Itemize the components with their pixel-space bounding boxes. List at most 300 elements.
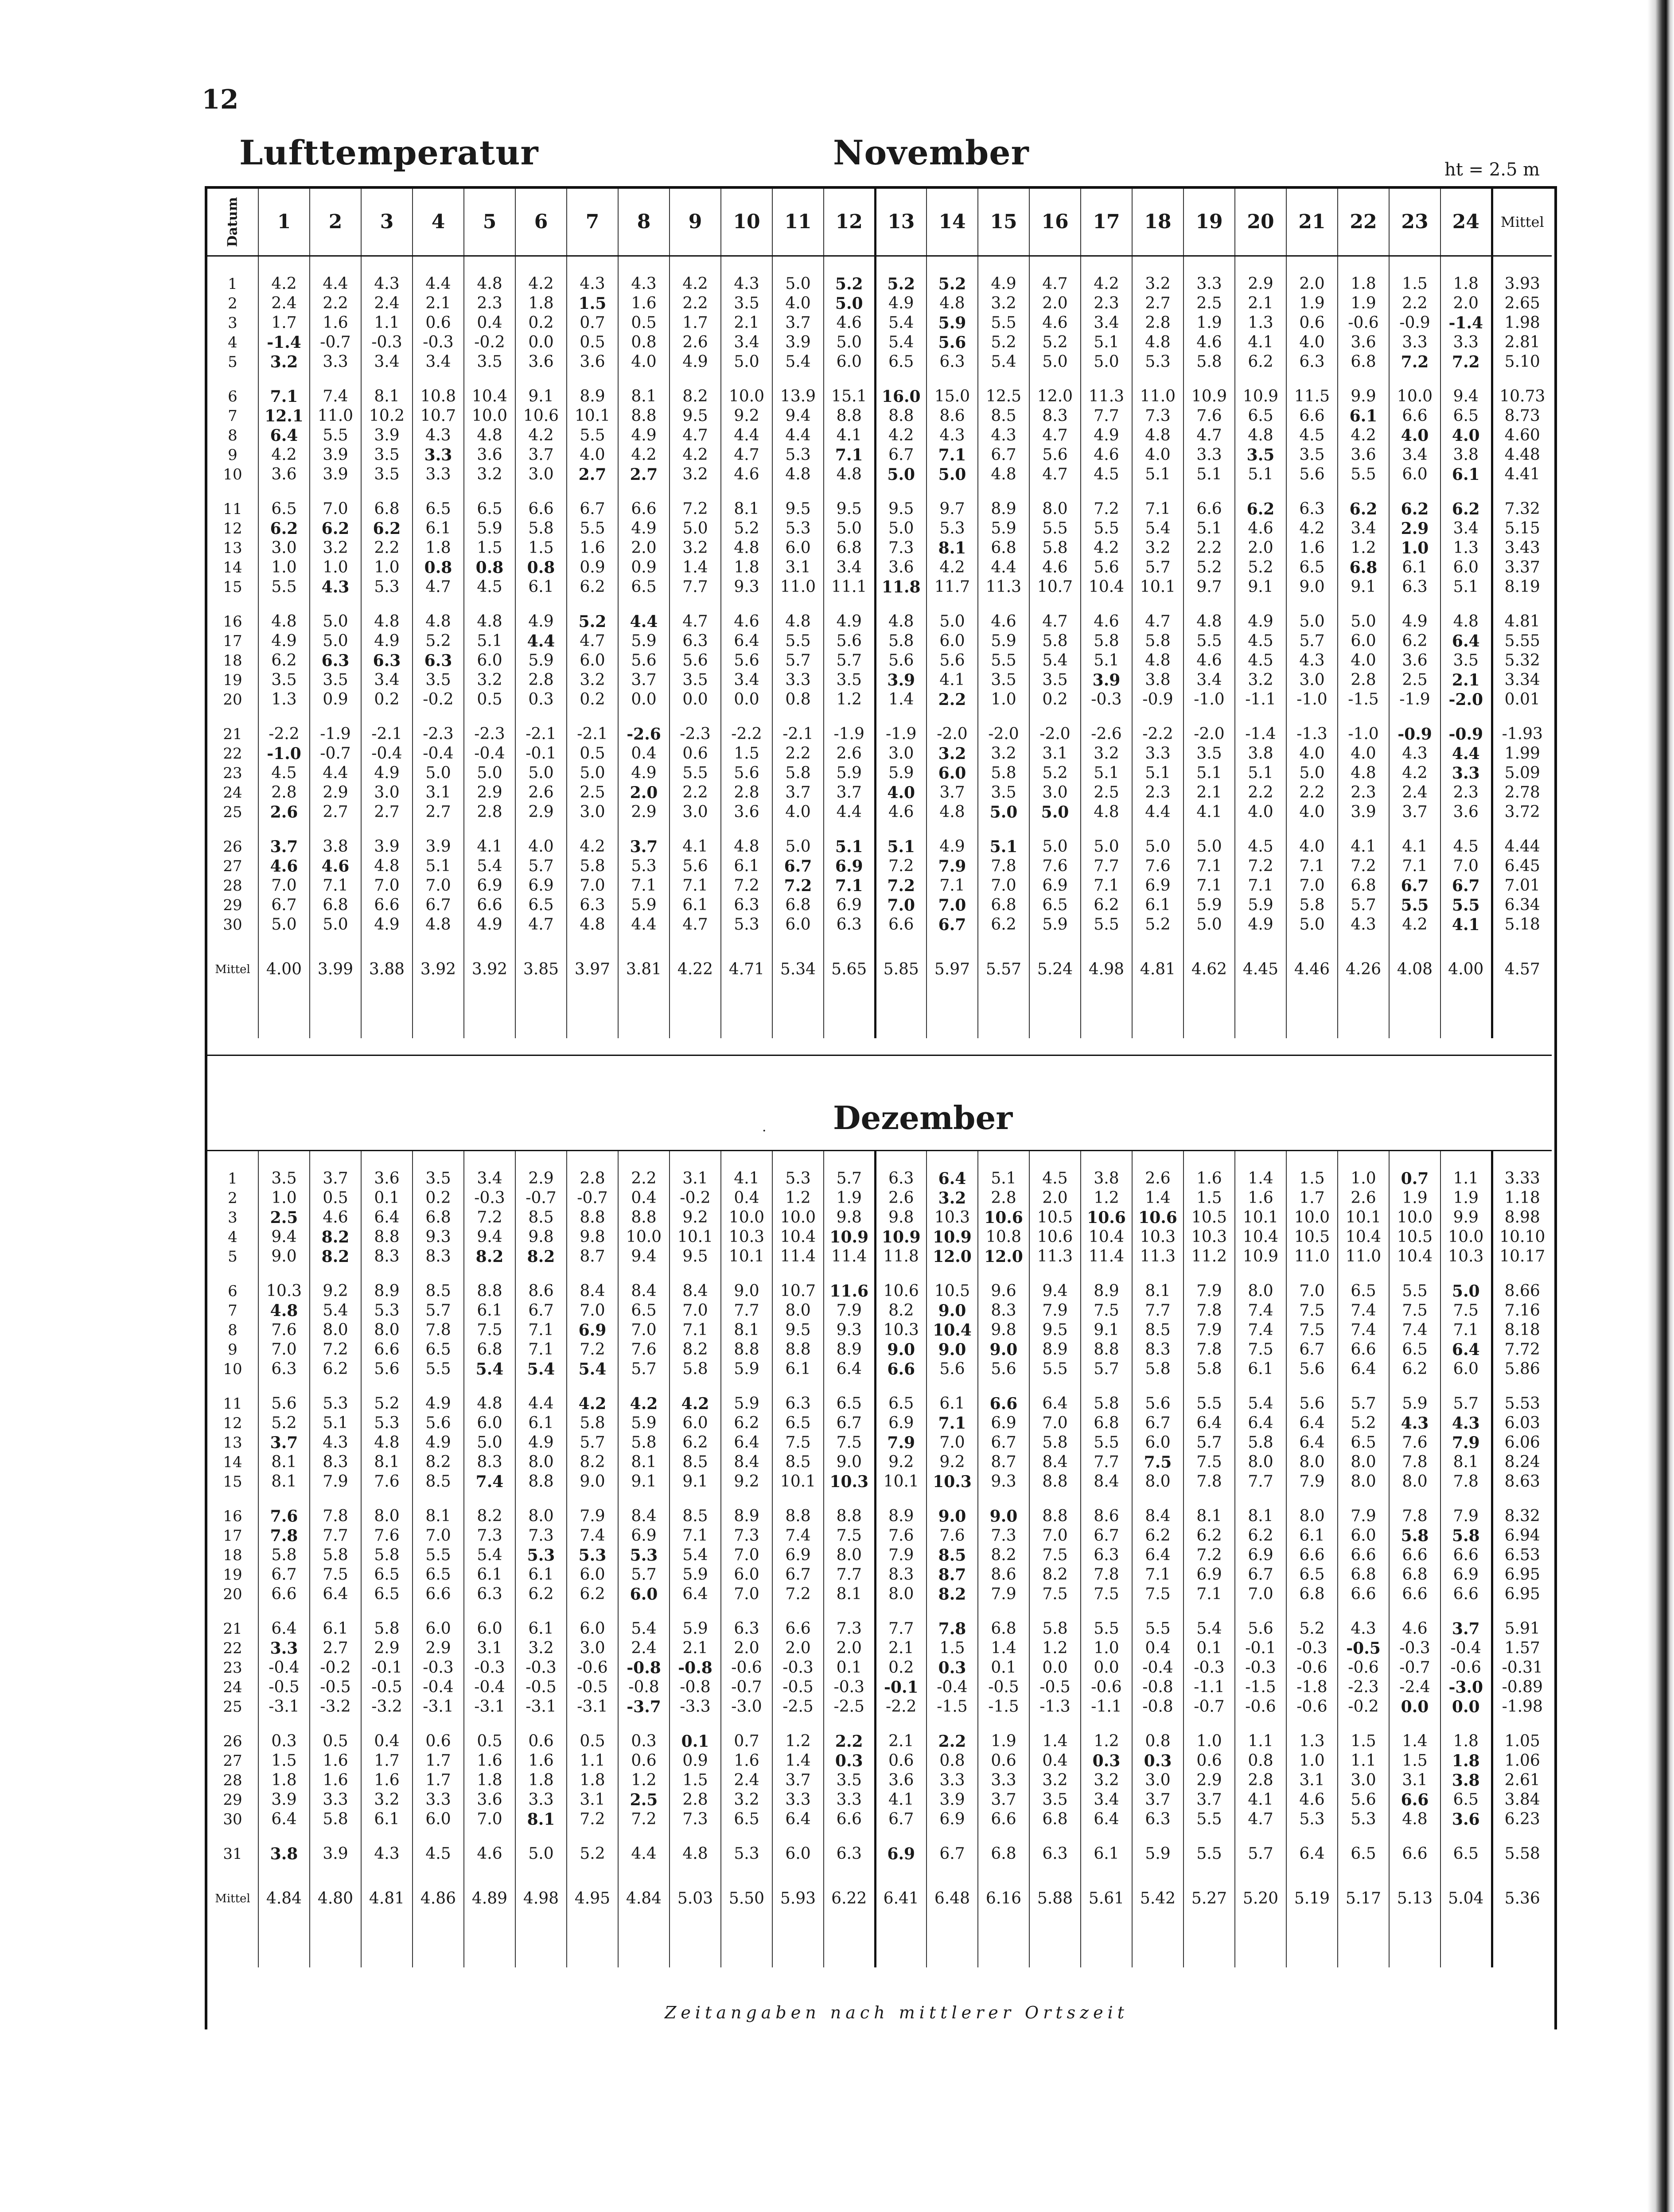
temp-cell: 3.3 — [927, 1771, 978, 1790]
temp-cell: 4.7 — [1183, 426, 1235, 445]
temp-cell: 3.6 — [464, 445, 515, 465]
temp-cell: 0.4 — [464, 313, 515, 333]
temp-cell: 7.4 — [1338, 1301, 1389, 1320]
table-row — [207, 631, 1552, 651]
temp-cell: 3.4 — [361, 352, 413, 372]
temp-cell: 1.9 — [824, 1188, 875, 1208]
spacer-row — [207, 1492, 1552, 1507]
temp-cell: 3.0 — [670, 802, 721, 822]
temp-cell: 9.4 — [464, 1227, 515, 1247]
temp-cell: 7.0 — [413, 876, 464, 896]
temp-cell: 4.2 — [927, 558, 978, 577]
daily-mean-cell: 5.10 — [1492, 352, 1552, 372]
temp-cell: 5.6 — [1286, 465, 1338, 484]
temp-cell: 2.9 — [413, 1639, 464, 1658]
book-spine-shadow — [1647, 0, 1674, 2212]
temp-cell: 5.8 — [978, 763, 1029, 783]
temp-cell: 4.0 — [515, 837, 567, 857]
temp-cell: -3.1 — [413, 1697, 464, 1717]
hour-header: 24 — [1440, 189, 1492, 256]
table-row — [207, 1188, 1552, 1208]
temp-cell: 8.2 — [567, 1453, 618, 1472]
temp-cell: 6.6 — [1338, 1585, 1389, 1604]
temp-cell: 5.6 — [927, 1359, 978, 1379]
temp-cell: 4.5 — [1029, 1169, 1081, 1188]
temp-cell: 1.1 — [567, 1751, 618, 1771]
temp-cell: 3.7 — [618, 837, 670, 857]
temp-cell: 3.5 — [1440, 651, 1492, 670]
day-cell: 25 — [223, 1698, 242, 1716]
temp-cell: -0.6 — [1235, 1697, 1286, 1717]
temp-cell: 0.5 — [618, 313, 670, 333]
temp-cell: 4.1 — [1338, 837, 1389, 857]
temp-cell: -0.3 — [1183, 1658, 1235, 1678]
temp-cell: -0.5 — [361, 1678, 413, 1697]
temp-cell: 0.7 — [721, 1732, 772, 1751]
temp-cell: 5.4 — [1132, 519, 1183, 538]
temp-cell: 4.7 — [1029, 465, 1081, 484]
temp-cell: 7.9 — [1440, 1507, 1492, 1526]
temp-cell: 5.9 — [721, 1394, 772, 1414]
temp-cell: 5.2 — [721, 519, 772, 538]
temp-cell: 7.4 — [1235, 1320, 1286, 1340]
temp-cell: 2.2 — [927, 690, 978, 709]
temp-cell: 9.0 — [567, 1472, 618, 1492]
temp-cell: 6.8 — [1081, 1414, 1132, 1433]
hourly-mean-cell: 3.92 — [413, 950, 464, 989]
temp-cell: 10.9 — [824, 1227, 875, 1247]
temp-cell: 5.9 — [721, 1359, 772, 1379]
temp-cell: 4.7 — [1029, 426, 1081, 445]
temp-cell: 2.0 — [772, 1639, 824, 1658]
temp-cell: 8.4 — [1029, 1453, 1081, 1472]
temp-cell: 7.7 — [875, 1619, 927, 1639]
temp-cell: 5.4 — [1183, 1619, 1235, 1639]
temp-cell: 10.5 — [1286, 1227, 1338, 1247]
temp-cell: 4.4 — [1132, 802, 1183, 822]
temp-cell: 5.2 — [1183, 558, 1235, 577]
temp-cell: 3.8 — [1440, 1771, 1492, 1790]
temp-cell: 0.0 — [1440, 1697, 1492, 1717]
temp-cell: 4.9 — [978, 274, 1029, 294]
temp-cell: 6.6 — [1389, 406, 1440, 426]
temp-cell: 4.0 — [1286, 802, 1338, 822]
table-row — [207, 837, 1552, 857]
temp-cell: 8.9 — [875, 1507, 927, 1526]
temp-cell: 10.3 — [721, 1227, 772, 1247]
table-row — [207, 1639, 1552, 1658]
temp-cell: 4.5 — [464, 577, 515, 597]
temp-cell: 4.3 — [1338, 1619, 1389, 1639]
temp-cell: 3.7 — [927, 783, 978, 802]
temp-cell: 3.4 — [1440, 519, 1492, 538]
table-row — [207, 1227, 1552, 1247]
temp-cell: 6.7 — [927, 915, 978, 935]
temp-cell: 5.1 — [1235, 763, 1286, 783]
temp-cell: 1.6 — [464, 1751, 515, 1771]
temp-cell: 8.9 — [1029, 1340, 1081, 1359]
temp-cell: 6.0 — [618, 1585, 670, 1604]
temp-cell: 4.9 — [361, 631, 413, 651]
temp-cell: 5.6 — [258, 1394, 310, 1414]
table-row — [207, 1771, 1552, 1790]
temp-cell: 9.2 — [721, 406, 772, 426]
temp-cell: 6.5 — [413, 1340, 464, 1359]
temp-cell: 6.0 — [721, 1565, 772, 1585]
temp-cell: -0.7 — [310, 744, 361, 763]
temp-cell: 7.1 — [1389, 857, 1440, 876]
temp-cell: 4.0 — [875, 783, 927, 802]
day-cell: 13 — [223, 539, 242, 557]
temp-cell: 4.3 — [1389, 744, 1440, 763]
temp-cell: 7.4 — [310, 387, 361, 406]
temp-cell: 4.3 — [927, 426, 978, 445]
daily-mean-cell: 4.41 — [1492, 465, 1552, 484]
temp-cell: 5.5 — [413, 1546, 464, 1565]
temp-cell: 6.8 — [1338, 1565, 1389, 1585]
temp-cell: 9.1 — [515, 387, 567, 406]
temp-cell: 3.9 — [1081, 670, 1132, 690]
temp-cell: 1.5 — [1183, 1188, 1235, 1208]
temp-cell: 7.7 — [1081, 857, 1132, 876]
temp-cell: 4.8 — [875, 612, 927, 631]
temp-cell: 8.0 — [1338, 1472, 1389, 1492]
temp-cell: 4.1 — [875, 1790, 927, 1810]
temp-cell: 5.9 — [875, 763, 927, 783]
temp-cell: 9.2 — [721, 1472, 772, 1492]
temp-cell: 0.1 — [978, 1658, 1029, 1678]
temp-cell: 2.0 — [618, 783, 670, 802]
table-row — [207, 426, 1552, 445]
temp-cell: 10.1 — [875, 1472, 927, 1492]
temp-cell: 10.0 — [1440, 1227, 1492, 1247]
temp-cell: 7.6 — [927, 1526, 978, 1546]
temp-cell: 4.9 — [515, 612, 567, 631]
hourly-mean-cell: 4.45 — [1235, 950, 1286, 989]
temp-cell: 8.3 — [413, 1247, 464, 1266]
temp-cell: 4.8 — [978, 465, 1029, 484]
hour-header: 10 — [721, 189, 772, 256]
mittel-label: Mittel — [215, 963, 250, 976]
temp-cell: 8.6 — [1081, 1507, 1132, 1526]
daily-mean-cell: 3.43 — [1492, 538, 1552, 558]
temp-cell: 8.1 — [1132, 1281, 1183, 1301]
day-cell: 11 — [223, 1395, 242, 1413]
temp-cell: 9.1 — [1235, 577, 1286, 597]
hour-header: 4 — [413, 189, 464, 256]
temp-cell: 0.2 — [1029, 690, 1081, 709]
table-row — [207, 896, 1552, 915]
temp-cell: 7.5 — [1081, 1301, 1132, 1320]
temp-cell: 2.1 — [1440, 670, 1492, 690]
daily-mean-cell: -1.98 — [1492, 1697, 1552, 1717]
temp-cell: 2.0 — [1029, 294, 1081, 313]
daily-mean-cell: 8.18 — [1492, 1320, 1552, 1340]
temp-cell: 6.7 — [1440, 876, 1492, 896]
temp-cell: 10.9 — [927, 1227, 978, 1247]
temp-cell: 10.6 — [1132, 1208, 1183, 1227]
temp-cell: 2.1 — [1183, 783, 1235, 802]
temp-cell: 2.5 — [1389, 670, 1440, 690]
temp-cell: 6.0 — [1440, 558, 1492, 577]
temp-cell: 4.2 — [1389, 763, 1440, 783]
temp-cell: 4.1 — [1235, 1790, 1286, 1810]
temp-cell: 4.9 — [1235, 915, 1286, 935]
temp-cell: -1.1 — [1235, 690, 1286, 709]
temp-cell: 3.0 — [1132, 1771, 1183, 1790]
temp-cell: -0.6 — [1440, 1658, 1492, 1678]
temp-cell: 5.7 — [1183, 1433, 1235, 1453]
daily-mean-cell: 7.16 — [1492, 1301, 1552, 1320]
temp-cell: 3.2 — [1081, 744, 1132, 763]
temp-cell: 5.8 — [1183, 1359, 1235, 1379]
temp-cell: 4.3 — [361, 274, 413, 294]
temp-cell: 6.4 — [1286, 1433, 1338, 1453]
daily-mean-cell: 7.32 — [1492, 499, 1552, 519]
temp-cell: 6.3 — [1132, 1810, 1183, 1829]
hourly-mean-cell: 6.16 — [978, 1879, 1029, 1919]
daily-mean-cell: 1.06 — [1492, 1751, 1552, 1771]
temp-cell: 5.9 — [1132, 1844, 1183, 1864]
temp-cell: 4.8 — [1183, 612, 1235, 631]
temp-cell: 2.2 — [1235, 783, 1286, 802]
day-cell: 23 — [223, 1659, 242, 1677]
temp-cell: 7.8 — [1183, 1340, 1235, 1359]
temp-cell: -0.2 — [464, 333, 515, 352]
temp-cell: 3.7 — [618, 670, 670, 690]
temp-cell: 9.8 — [824, 1208, 875, 1227]
day-cell: 18 — [223, 1546, 242, 1564]
temp-cell: 2.3 — [464, 294, 515, 313]
temp-cell: 1.5 — [1338, 1732, 1389, 1751]
temp-cell: 2.9 — [1389, 519, 1440, 538]
temp-cell: 6.5 — [824, 1394, 875, 1414]
temp-cell: 6.5 — [1286, 558, 1338, 577]
temp-cell: 10.3 — [1132, 1227, 1183, 1247]
temp-cell: 11.7 — [927, 577, 978, 597]
temp-cell: 9.5 — [772, 499, 824, 519]
temp-cell: 9.0 — [824, 1453, 875, 1472]
temp-cell: 6.2 — [1338, 499, 1389, 519]
temp-cell: 5.8 — [1081, 631, 1132, 651]
temp-cell: 10.3 — [1183, 1227, 1235, 1247]
temp-cell: 6.2 — [515, 1585, 567, 1604]
temp-cell: 4.7 — [670, 612, 721, 631]
temp-cell: -0.5 — [310, 1678, 361, 1697]
temp-cell: 0.5 — [464, 690, 515, 709]
temp-cell: 2.1 — [1235, 294, 1286, 313]
temp-cell: 5.9 — [1029, 915, 1081, 935]
temp-cell: 4.4 — [618, 915, 670, 935]
table-row — [207, 1472, 1552, 1492]
temp-cell: 8.8 — [567, 1208, 618, 1227]
day-cell: 20 — [223, 691, 242, 709]
temp-cell: 7.9 — [310, 1472, 361, 1492]
temp-cell: 6.6 — [1286, 406, 1338, 426]
temp-cell: 9.0 — [875, 1340, 927, 1359]
temp-cell: 12.0 — [978, 1247, 1029, 1266]
temp-cell: 4.7 — [670, 426, 721, 445]
temp-cell: 4.9 — [618, 763, 670, 783]
temp-cell: 6.8 — [772, 896, 824, 915]
temp-cell: 1.4 — [978, 1639, 1029, 1658]
hour-header: 13 — [875, 189, 927, 256]
temp-cell: 5.1 — [978, 1169, 1029, 1188]
daily-mean-cell: -0.31 — [1492, 1658, 1552, 1678]
temp-cell: 5.6 — [1029, 445, 1081, 465]
spacer-row — [207, 709, 1552, 724]
temp-cell: 6.5 — [618, 1301, 670, 1320]
temp-cell: 3.6 — [258, 465, 310, 484]
temp-cell: 8.8 — [361, 1227, 413, 1247]
temp-cell: 4.7 — [1132, 612, 1183, 631]
temp-cell: 6.1 — [310, 1619, 361, 1639]
temp-cell: 5.1 — [824, 837, 875, 857]
temp-cell: 3.6 — [567, 352, 618, 372]
stray-dot: · — [762, 1123, 767, 1139]
temp-cell: 8.5 — [515, 1208, 567, 1227]
hourly-mean-cell: 4.08 — [1389, 950, 1440, 989]
temp-cell: 7.4 — [464, 1472, 515, 1492]
temp-cell: 10.6 — [1081, 1208, 1132, 1227]
day-cell: 2 — [228, 1189, 237, 1207]
temp-cell: 6.6 — [1338, 1546, 1389, 1565]
temp-cell: 2.9 — [361, 1639, 413, 1658]
temp-cell: 5.0 — [670, 519, 721, 538]
temp-cell: 6.2 — [978, 915, 1029, 935]
day-cell: 9 — [228, 446, 237, 464]
temp-cell: 6.5 — [1286, 1565, 1338, 1585]
temp-cell: 5.8 — [875, 631, 927, 651]
temp-cell: 7.1 — [927, 876, 978, 896]
temp-cell: 7.7 — [1081, 1453, 1132, 1472]
temp-cell: 4.6 — [978, 612, 1029, 631]
temp-cell: 4.4 — [824, 802, 875, 822]
temp-cell: 10.3 — [927, 1208, 978, 1227]
temp-cell: 7.4 — [1338, 1320, 1389, 1340]
temp-cell: 6.1 — [670, 896, 721, 915]
temp-cell: 10.3 — [927, 1472, 978, 1492]
temp-cell: -2.5 — [824, 1697, 875, 1717]
temp-cell: 7.3 — [464, 1526, 515, 1546]
temp-cell: 9.1 — [618, 1472, 670, 1492]
temp-cell: 6.7 — [413, 896, 464, 915]
temp-cell: 4.5 — [1286, 426, 1338, 445]
temp-cell: 4.1 — [927, 670, 978, 690]
temp-cell: 4.5 — [1235, 651, 1286, 670]
temp-cell: 4.8 — [464, 426, 515, 445]
temp-cell: 4.8 — [721, 837, 772, 857]
temp-cell: 7.5 — [1132, 1585, 1183, 1604]
temp-cell: 0.3 — [927, 1658, 978, 1678]
temp-cell: 6.0 — [413, 1619, 464, 1639]
temp-cell: -0.4 — [258, 1658, 310, 1678]
temp-cell: -2.1 — [567, 724, 618, 744]
temp-cell: 8.0 — [515, 1507, 567, 1526]
temp-cell: 6.5 — [1029, 896, 1081, 915]
temp-cell: 4.8 — [927, 802, 978, 822]
temp-cell: 5.3 — [772, 1169, 824, 1188]
temp-cell: 5.4 — [875, 333, 927, 352]
temp-cell: 4.4 — [721, 426, 772, 445]
temp-cell: -2.1 — [515, 724, 567, 744]
temp-cell: 7.5 — [464, 1320, 515, 1340]
temp-cell: 6.2 — [567, 577, 618, 597]
temp-cell: 3.3 — [1440, 333, 1492, 352]
temp-cell: 2.4 — [721, 1771, 772, 1790]
temp-cell: 8.1 — [413, 1507, 464, 1526]
temp-cell: 3.9 — [258, 1790, 310, 1810]
daily-mean-cell: 5.15 — [1492, 519, 1552, 538]
table-row — [207, 1247, 1552, 1266]
temp-cell: 5.1 — [1440, 577, 1492, 597]
temp-cell: 5.0 — [1183, 837, 1235, 857]
temp-cell: 9.5 — [670, 406, 721, 426]
temp-cell: 6.3 — [670, 631, 721, 651]
temp-cell: 4.0 — [1338, 744, 1389, 763]
temp-cell: 9.3 — [721, 577, 772, 597]
temp-cell: 1.8 — [1440, 1751, 1492, 1771]
temp-cell: 10.9 — [875, 1227, 927, 1247]
temp-cell: 10.7 — [1029, 577, 1081, 597]
temp-cell: 3.4 — [1338, 519, 1389, 538]
temp-cell: 9.7 — [927, 499, 978, 519]
temp-cell: 4.2 — [258, 274, 310, 294]
temp-cell: 4.6 — [1235, 519, 1286, 538]
temp-cell: 10.5 — [1029, 1208, 1081, 1227]
temp-cell: 3.1 — [464, 1639, 515, 1658]
temp-cell: 10.6 — [1029, 1227, 1081, 1247]
temp-cell: 6.7 — [258, 896, 310, 915]
table-row — [207, 1208, 1552, 1227]
temp-cell: 9.0 — [927, 1507, 978, 1526]
temp-cell: 11.2 — [1183, 1247, 1235, 1266]
temp-cell: 5.5 — [258, 577, 310, 597]
temp-cell: 4.9 — [824, 612, 875, 631]
temp-cell: 5.7 — [1338, 1394, 1389, 1414]
temp-cell: 4.2 — [1081, 274, 1132, 294]
table-row — [207, 538, 1552, 558]
temp-cell: 5.5 — [1132, 1619, 1183, 1639]
page-number: 12 — [202, 84, 239, 115]
temp-cell: 8.0 — [1389, 1472, 1440, 1492]
temp-cell: 4.5 — [258, 763, 310, 783]
mittel-label: Mittel — [215, 1892, 250, 1905]
temp-cell: 8.1 — [927, 538, 978, 558]
temp-cell: 5.5 — [413, 1359, 464, 1379]
temp-cell: 1.0 — [310, 558, 361, 577]
temp-cell: 5.0 — [258, 915, 310, 935]
mittel-row — [207, 1879, 1552, 1919]
temp-cell: 8.0 — [1132, 1472, 1183, 1492]
table-row — [207, 445, 1552, 465]
temp-cell: 8.0 — [361, 1507, 413, 1526]
temp-cell: -0.8 — [618, 1658, 670, 1678]
temp-cell: 7.9 — [875, 1546, 927, 1565]
temp-cell: 2.0 — [1286, 274, 1338, 294]
temp-cell: 5.9 — [824, 763, 875, 783]
temp-cell: 7.5 — [310, 1565, 361, 1585]
temp-cell: 0.0 — [670, 690, 721, 709]
temp-cell: 3.9 — [772, 333, 824, 352]
temp-cell: 4.6 — [1183, 651, 1235, 670]
temp-cell: 5.7 — [772, 651, 824, 670]
temp-cell: 2.0 — [721, 1639, 772, 1658]
temp-cell: 10.8 — [978, 1227, 1029, 1247]
temp-cell: 9.4 — [258, 1227, 310, 1247]
temp-cell: 8.9 — [721, 1507, 772, 1526]
temp-cell: 6.1 — [1132, 896, 1183, 915]
